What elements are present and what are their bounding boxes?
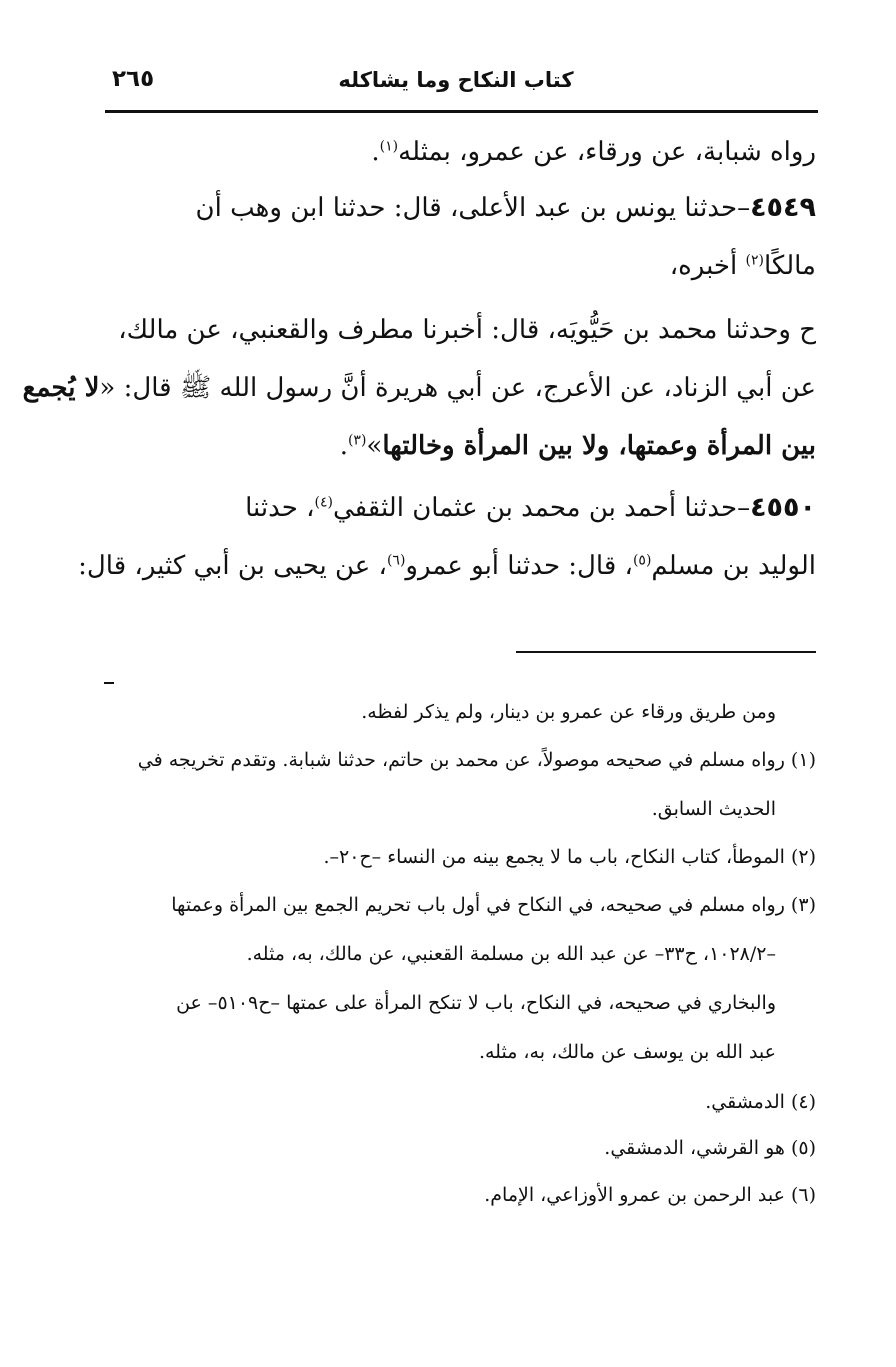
hadith-number: ٤٥٤٩	[750, 192, 816, 223]
header-rule	[105, 110, 818, 113]
body-line-3: مالكًا$^{(٢)}$ أخبره،	[669, 251, 816, 281]
body-line-6: بين المرأة وعمتها، ولا بين المرأة وخالتها»$^{(٣)}$.	[339, 431, 816, 461]
body-line-8: الوليد بن مسلم$^{(٥)}$، قال: حدثنا أبو عمرو$^{(٦)}$، عن يحيى بن أبي كثير، قال:	[78, 551, 816, 581]
hadith-4550-line: ٤٥٥٠–حدثنا أحمد بن محمد بن عثمان الثقفي$^{(٤)}$، حدثنا	[245, 492, 816, 523]
footnote-ref: (١)	[379, 138, 399, 155]
running-header-title: كتاب النكاح وما يشاكله	[338, 68, 574, 92]
footnote-6: (٦) عبد الرحمن بن عمرو الأوزاعي، الإمام.	[484, 1184, 816, 1206]
footnote-5: (٥) هو القرشي، الدمشقي.	[604, 1137, 816, 1159]
footnote-continuation: ومن طريق ورقاء عن عمرو بن دينار، ولم يذكر لفظه.	[361, 701, 776, 723]
footnote-1: (١) رواه مسلم في صحيحه موصولاً، عن محمد بن حاتم، حدثنا شبابة. وتقدم تخريجه في	[137, 749, 816, 771]
page-number: ٢٦٥	[112, 66, 155, 92]
footnote-3-cont-1: –١٠٢٨/٢، ح٣٣– عن عبد الله بن مسلمة القعنبي، عن مالك، به، مثله.	[246, 943, 776, 965]
footnote-4: (٤) الدمشقي.	[705, 1091, 816, 1113]
footnote-ref: (٢)	[745, 252, 764, 269]
footnote-3-cont-2: والبخاري في صحيحه، في النكاح، باب لا تنكح المرأة على عمتها –ح٥١٠٩– عن	[176, 992, 776, 1014]
footnote-3: (٣) رواه مسلم في صحيحه، في النكاح في أول باب تحريم الجمع بين المرأة وعمتها	[171, 894, 816, 916]
footnote-1-cont: الحديث السابق.	[651, 798, 776, 820]
footnote-separator	[516, 651, 816, 653]
body-line-4: ح وحدثنا محمد بن حَيُّويَه، قال: أخبرنا مطرف والقعنبي، عن مالك،	[118, 315, 816, 345]
footnote-ref: (٤)	[314, 494, 333, 511]
margin-mark	[104, 682, 114, 684]
footnote-ref: (٣)	[347, 432, 367, 449]
footnote-3-cont-3: عبد الله بن يوسف عن مالك، به، مثله.	[478, 1041, 776, 1063]
body-line-1: رواه شبابة، عن ورقاء، عن عمرو، بمثله$^{(١)}$.	[371, 137, 816, 167]
hadith-4549-line: ٤٥٤٩–حدثنا يونس بن عبد الأعلى، قال: حدثنا ابن وهب أن	[195, 192, 816, 223]
footnote-ref: (٥)	[632, 552, 652, 569]
hadith-number: ٤٥٥٠	[750, 492, 816, 523]
footnote-ref: (٦)	[386, 552, 406, 569]
footnote-2: (٢) الموطأ، كتاب النكاح، باب ما لا يجمع بينه من النساء –ح٢٠–.	[323, 846, 816, 868]
body-line-5: عن أبي الزناد، عن الأعرج، عن أبي هريرة أنَّ رسول الله ﷺ قال: «لا يُجمع	[22, 373, 816, 403]
